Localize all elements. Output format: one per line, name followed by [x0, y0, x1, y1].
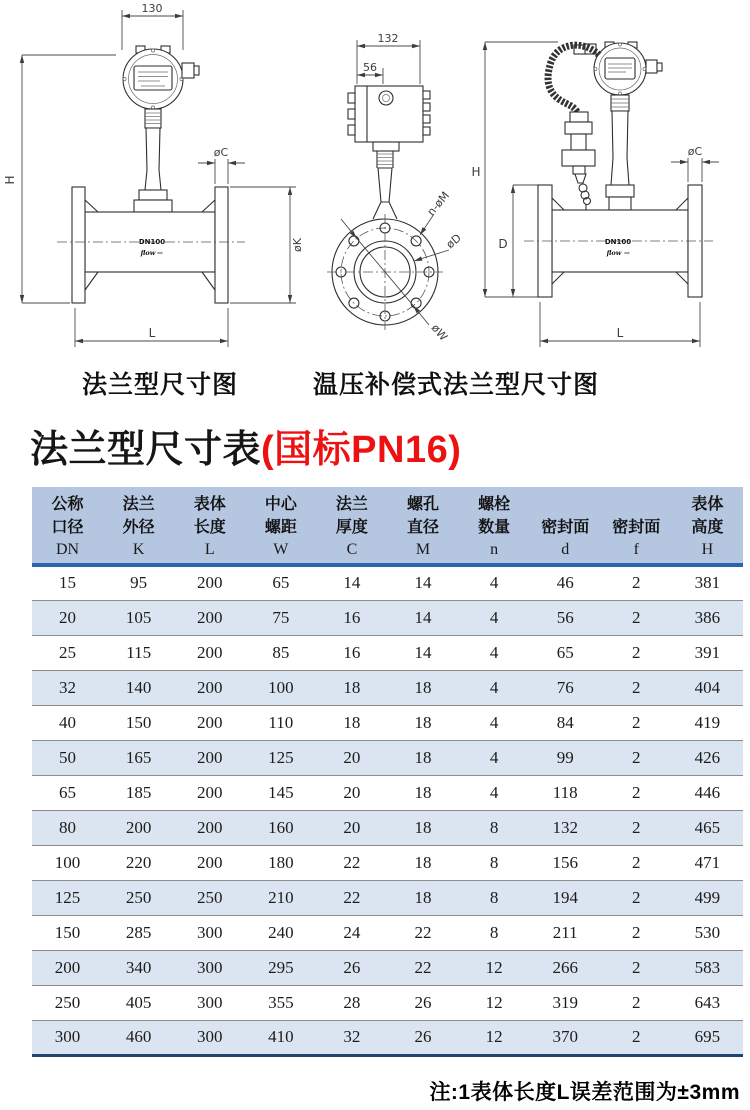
table-cell: 200	[174, 740, 245, 775]
table-cell: 28	[316, 985, 387, 1020]
table-cell: 18	[316, 670, 387, 705]
dim-label-130: 130	[141, 2, 163, 15]
table-cell: 14	[414, 573, 432, 593]
table-cell: 8	[459, 845, 530, 880]
table-cell: 405	[103, 985, 174, 1020]
table-cell: 105	[103, 600, 174, 635]
column-header-n: 螺栓 数量 n	[459, 487, 530, 565]
table-row-dn-80	[32, 810, 743, 845]
table-cell: 386	[672, 600, 743, 635]
dim-label-l2: L	[616, 326, 624, 340]
table-cell: 50	[32, 740, 103, 775]
table-cell: 180	[245, 845, 316, 880]
table-cell: 4	[459, 705, 530, 740]
table-cell: 266	[530, 950, 601, 985]
table-cell: 26	[316, 950, 387, 985]
table-cell: 12	[459, 1020, 530, 1055]
table-cell: 46	[556, 573, 574, 593]
dim-label-oc: øC	[213, 146, 229, 159]
table-row-dn-15	[32, 565, 743, 600]
table-row-dn-40	[32, 705, 743, 740]
table-cell: 84	[530, 705, 601, 740]
dim-label-56: 56	[363, 61, 377, 74]
column-header-H: 表体 高度 H	[672, 487, 743, 565]
table-cell: 471	[672, 845, 743, 880]
table-cell: 76	[530, 670, 601, 705]
table-cell: 4	[459, 775, 530, 810]
table-row-dn-250	[32, 985, 743, 1020]
table-row-dn-200	[32, 950, 743, 985]
column-header-K: 法兰 外径 K	[103, 487, 174, 565]
table-cell: 4	[459, 740, 530, 775]
column-header-DN: 公称 口径 DN	[32, 487, 103, 565]
table-row-dn-150	[32, 915, 743, 950]
table-cell: 300	[174, 915, 245, 950]
table-cell: 2	[601, 915, 672, 950]
dim-label-oc2: øC	[687, 145, 703, 158]
table-cell: 285	[103, 915, 174, 950]
table-cell: 65	[272, 573, 290, 593]
table-row-dn-20	[32, 600, 743, 635]
table-cell: 381	[694, 573, 721, 593]
table-cell: 165	[103, 740, 174, 775]
table-cell: 460	[103, 1020, 174, 1055]
table-cell: 200	[174, 635, 245, 670]
drawing-caption-flange: 法兰型尺寸图	[81, 371, 238, 399]
table-row-dn-65	[32, 775, 743, 810]
dim-label-h2: H	[471, 165, 481, 179]
table-cell: 125	[245, 740, 316, 775]
table-cell: 22	[316, 880, 387, 915]
table-cell: 20	[316, 740, 387, 775]
table-cell: 2	[601, 845, 672, 880]
table-cell: 194	[530, 880, 601, 915]
table-cell: 18	[387, 845, 458, 880]
table-cell: 2	[601, 950, 672, 985]
table-cell: 8	[459, 880, 530, 915]
table-title-standard: (国标PN16)	[261, 429, 462, 471]
flow-direction-arrow: ⇨	[157, 249, 163, 257]
table-title-main: 法兰型尺寸表	[30, 429, 262, 471]
table-cell: 446	[672, 775, 743, 810]
table-cell: 300	[174, 985, 245, 1020]
table-cell: 2	[601, 670, 672, 705]
table-cell: 18	[387, 810, 458, 845]
table-cell: 2	[601, 1020, 672, 1055]
dimension-table	[32, 487, 743, 1057]
table-cell: 24	[316, 915, 387, 950]
table-cell: 370	[530, 1020, 601, 1055]
table-cell: 75	[245, 600, 316, 635]
table-cell: 200	[174, 845, 245, 880]
table-cell: 2	[601, 705, 672, 740]
table-cell: 300	[32, 1020, 103, 1055]
table-cell: 85	[245, 635, 316, 670]
table-cell: 2	[601, 810, 672, 845]
table-cell: 250	[32, 985, 103, 1020]
column-header-M: 螺孔 直径 M	[387, 487, 458, 565]
table-cell: 22	[316, 845, 387, 880]
table-cell: 4	[459, 600, 530, 635]
table-cell: 95	[130, 573, 148, 593]
table-cell: 18	[387, 670, 458, 705]
table-cell: 20	[316, 810, 387, 845]
table-cell: 200	[174, 670, 245, 705]
table-cell: 8	[459, 915, 530, 950]
table-cell: 14	[343, 573, 361, 593]
table-cell: 300	[174, 1020, 245, 1055]
table-cell: 26	[387, 1020, 458, 1055]
table-cell: 26	[387, 985, 458, 1020]
table-cell: 499	[672, 880, 743, 915]
table-cell: 391	[672, 635, 743, 670]
column-header-d: 密封面 d	[530, 487, 601, 565]
table-cell: 22	[387, 950, 458, 985]
table-cell: 160	[245, 810, 316, 845]
table-cell: 211	[530, 915, 601, 950]
table-cell: 12	[459, 950, 530, 985]
table-cell: 150	[32, 915, 103, 950]
flow-logo: flow	[140, 249, 156, 257]
flow-direction-arrow-2: ⇨	[624, 249, 630, 257]
table-cell: 530	[672, 915, 743, 950]
dim-label-l: L	[148, 326, 156, 340]
table-cell: 140	[103, 670, 174, 705]
table-cell: 115	[103, 635, 174, 670]
drawing-caption-compensated: 温压补偿式法兰型尺寸图	[312, 371, 599, 399]
table-cell: 200	[32, 950, 103, 985]
table-cell: 240	[245, 915, 316, 950]
table-cell: 18	[387, 880, 458, 915]
flange-type-drawing	[3, 2, 304, 347]
table-cell: 18	[387, 705, 458, 740]
flange-front-view-drawing	[327, 32, 464, 344]
dim-label-132: 132	[377, 32, 399, 45]
dim-label-ow: øW	[428, 321, 450, 344]
table-cell: 100	[245, 670, 316, 705]
table-cell: 583	[672, 950, 743, 985]
table-cell: 125	[32, 880, 103, 915]
table-cell: 2	[601, 635, 672, 670]
table-cell: 250	[174, 880, 245, 915]
table-cell: 465	[672, 810, 743, 845]
table-cell: 14	[387, 635, 458, 670]
table-cell: 200	[174, 775, 245, 810]
table-cell: 200	[174, 600, 245, 635]
body-size-label-2: DN100	[604, 238, 632, 246]
table-body	[32, 565, 743, 1055]
table-cell: 426	[672, 740, 743, 775]
table-cell: 410	[245, 1020, 316, 1055]
dim-label-nom: n-øM	[424, 189, 453, 219]
table-cell: 340	[103, 950, 174, 985]
table-cell: 132	[530, 810, 601, 845]
table-cell: 18	[387, 775, 458, 810]
table-cell: 20	[316, 775, 387, 810]
table-cell: 12	[459, 985, 530, 1020]
table-cell: 118	[530, 775, 601, 810]
table-row-dn-300	[32, 1020, 743, 1055]
table-cell: 20	[32, 600, 103, 635]
table-row-dn-25	[32, 635, 743, 670]
table-cell: 110	[245, 705, 316, 740]
table-cell: 250	[103, 880, 174, 915]
table-cell: 15	[59, 573, 77, 593]
table-cell: 14	[387, 600, 458, 635]
table-cell: 4	[459, 670, 530, 705]
table-cell: 4	[459, 635, 530, 670]
table-cell: 185	[103, 775, 174, 810]
column-header-W: 中心 螺距 W	[245, 487, 316, 565]
table-cell: 200	[196, 573, 223, 593]
column-header-f: 密封面 f	[601, 487, 672, 565]
dim-label-od: øD	[443, 231, 464, 252]
table-cell: 200	[103, 810, 174, 845]
table-cell: 404	[672, 670, 743, 705]
compensated-type-drawing	[471, 42, 719, 347]
table-cell: 2	[632, 573, 641, 593]
table-cell: 419	[672, 705, 743, 740]
technical-drawings	[0, 0, 750, 360]
dim-label-d: D	[498, 237, 508, 251]
table-cell: 220	[103, 845, 174, 880]
table-cell: 2	[601, 775, 672, 810]
table-cell: 695	[672, 1020, 743, 1055]
table-cell: 40	[32, 705, 103, 740]
table-cell: 145	[245, 775, 316, 810]
table-row-dn-32	[32, 670, 743, 705]
table-cell: 150	[103, 705, 174, 740]
table-cell: 2	[601, 600, 672, 635]
table-cell: 22	[387, 915, 458, 950]
table-cell: 56	[530, 600, 601, 635]
table-cell: 18	[316, 705, 387, 740]
table-cell: 200	[174, 705, 245, 740]
table-cell: 32	[316, 1020, 387, 1055]
table-cell: 319	[530, 985, 601, 1020]
dim-label-h: H	[3, 175, 17, 185]
table-header	[32, 487, 743, 565]
table-cell: 16	[316, 600, 387, 635]
table-cell: 200	[174, 810, 245, 845]
table-cell: 2	[601, 740, 672, 775]
table-cell: 295	[245, 950, 316, 985]
table-cell: 65	[530, 635, 601, 670]
table-cell: 8	[459, 810, 530, 845]
table-cell: 643	[672, 985, 743, 1020]
table-cell: 2	[601, 880, 672, 915]
table-row-dn-125	[32, 880, 743, 915]
table-cell: 32	[32, 670, 103, 705]
table-title	[30, 428, 461, 472]
table-cell: 355	[245, 985, 316, 1020]
column-header-C: 法兰 厚度 C	[316, 487, 387, 565]
table-cell: 2	[601, 985, 672, 1020]
table-cell: 25	[32, 635, 103, 670]
body-size-label: DN100	[138, 238, 166, 246]
table-cell: 99	[530, 740, 601, 775]
flow-logo-2: flow	[606, 249, 622, 257]
column-header-L: 表体 长度 L	[174, 487, 245, 565]
table-cell: 156	[530, 845, 601, 880]
table-cell: 80	[32, 810, 103, 845]
table-cell: 300	[174, 950, 245, 985]
table-cell: 100	[32, 845, 103, 880]
table-cell: 4	[489, 573, 499, 593]
table-cell: 18	[387, 740, 458, 775]
table-row-dn-50	[32, 740, 743, 775]
table-cell: 16	[316, 635, 387, 670]
table-cell: 210	[245, 880, 316, 915]
table-header-row	[32, 487, 743, 565]
table-note: 注:1表体长度L误差范围为±3mm	[429, 1081, 740, 1104]
dim-label-ok: øK	[291, 238, 304, 252]
table-row-dn-100	[32, 845, 743, 880]
compensation-hose	[548, 45, 599, 112]
table-cell: 65	[32, 775, 103, 810]
